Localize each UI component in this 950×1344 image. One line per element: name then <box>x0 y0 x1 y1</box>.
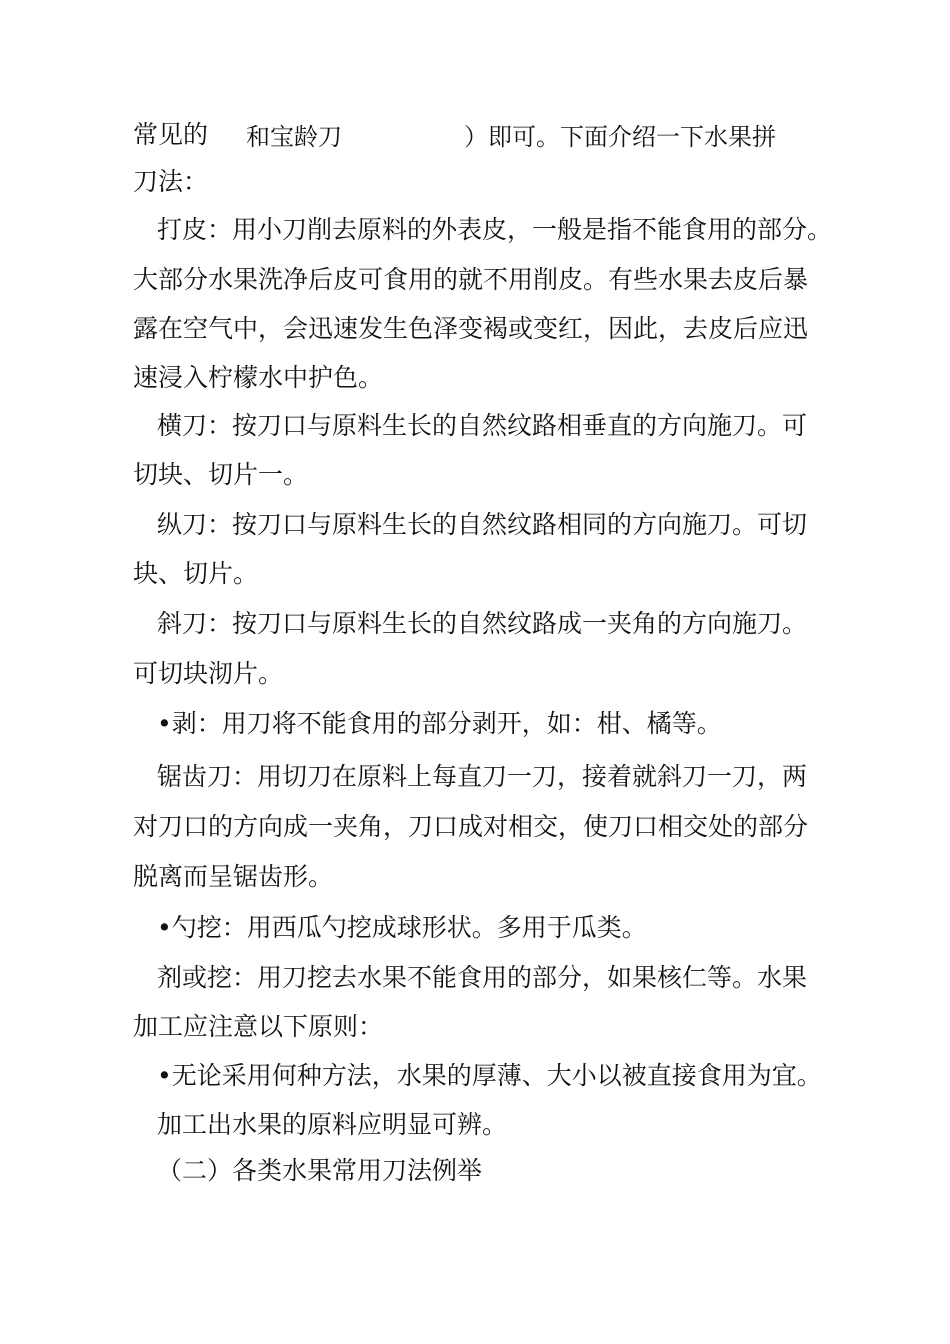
text-line-8: 切块、切片一。 <box>133 460 309 489</box>
text-line-4: 大部分水果洗净后皮可食用的就不用削皮。有些水果去皮后暴 <box>133 265 809 294</box>
text-line-3: 打皮：用小刀削去原料的外表皮，一般是指不能食用的部分。 <box>157 215 833 244</box>
text-line-10: 块、切片。 <box>133 559 259 588</box>
text-line-21: 加工出水果的原料应明显可辨。 <box>157 1110 508 1139</box>
text-line-6: 速浸入柠檬水中护色。 <box>133 363 384 392</box>
line-1-part-1: 常见的 <box>133 120 209 149</box>
text-line-19: 加工应注意以下原则： <box>133 1012 384 1041</box>
text-line-17: •勺挖：用西瓜勺挖成球形状。多用于瓜类。 <box>157 913 647 942</box>
text-line-14: 锯齿刀：用切刀在原料上每直刀一刀，接着就斜刀一刀，两 <box>157 762 808 791</box>
line-1-part-3: ）即可。下面介绍一下水果拼 <box>464 123 776 151</box>
text-line-9: 纵刀：按刀口与原料生长的自然纹路相同的方向施刀。可切 <box>157 510 808 539</box>
text-line-16: 脱离而呈锯齿形。 <box>133 862 334 891</box>
text-line-20: •无论采用何种方法，水果的厚薄、大小以被直接食用为宜。 <box>157 1061 822 1090</box>
section-heading: （二）各类水果常用刀法例举 <box>157 1156 483 1185</box>
text-line-5: 露在空气中，会迅速发生色泽变褐或变红，因此，去皮后应迅 <box>133 314 809 343</box>
text-line-15: 对刀口的方向成一夹角，刀口成对相交，使刀口相交处的部分 <box>133 812 809 841</box>
text-line-12: 可切块沏片。 <box>133 659 284 688</box>
text-line-18: 剂或挖：用刀挖去水果不能食用的部分，如果核仁等。水果 <box>157 963 808 992</box>
text-line-13: •剥：用刀将不能食用的部分剥开，如：柑、橘等。 <box>157 709 722 738</box>
text-line-7: 横刀：按刀口与原料生长的自然纹路相垂直的方向施刀。可 <box>157 411 808 440</box>
text-line-2: 刀法： <box>133 167 209 196</box>
text-line-11: 斜刀：按刀口与原料生长的自然纹路成一夹角的方向施刀。 <box>157 609 808 638</box>
line-1-part-2: 和宝龄刀 <box>246 123 342 151</box>
